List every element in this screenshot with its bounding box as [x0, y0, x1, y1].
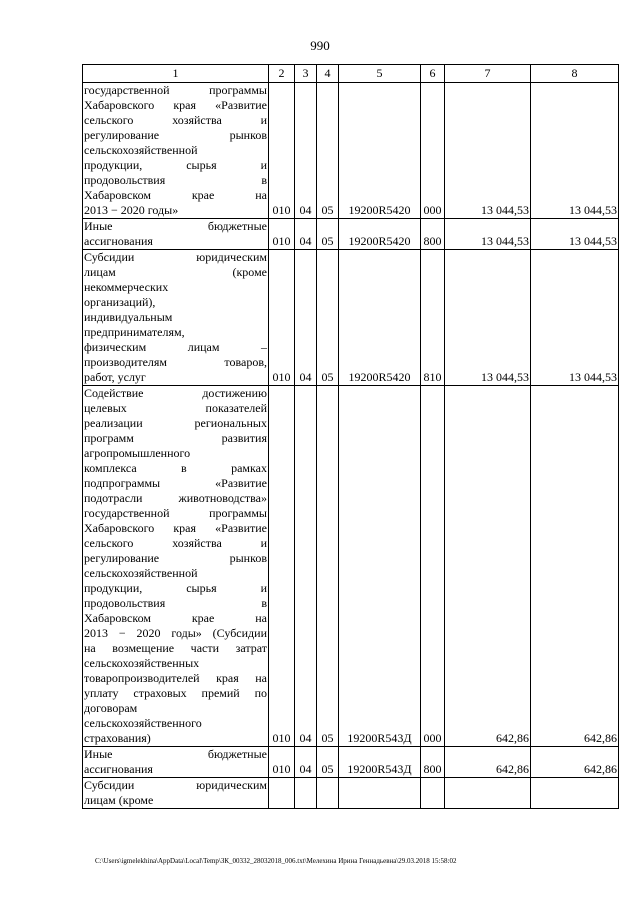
target-article-code: 19200R543Д	[339, 386, 421, 747]
column-header: 4	[317, 65, 339, 83]
row-description	[83, 778, 269, 809]
description-line: на возмещение части затрат	[84, 641, 267, 655]
description-line: индивидуальным	[84, 310, 173, 324]
description-line: уплату страховых премий по	[84, 686, 267, 700]
description-line: подотрасли животноводства»	[84, 491, 267, 505]
ministry-code: 010	[269, 386, 295, 747]
column-header: 5	[339, 65, 421, 83]
amount-column-8: 13 044,53	[531, 250, 619, 386]
description-line: Субсидии юридическим	[84, 250, 267, 264]
description-line: реализации региональных	[84, 416, 267, 430]
section-code	[295, 778, 317, 809]
subsection-code: 05	[317, 219, 339, 250]
subsection-code: 05	[317, 747, 339, 778]
expense-type-code	[421, 778, 445, 809]
target-article-code	[339, 778, 421, 809]
description-line: Хабаровском крае на	[84, 611, 267, 625]
ministry-code: 010	[269, 219, 295, 250]
amount-column-7: 13 044,53	[445, 250, 531, 386]
description-line: производителям товаров,	[84, 355, 267, 369]
description-line: продукции, сырья и	[84, 581, 267, 595]
section-code: 04	[295, 747, 317, 778]
section-code: 04	[295, 83, 317, 219]
amount-column-8: 13 044,53	[531, 219, 619, 250]
description-line: программ развития	[84, 431, 267, 445]
column-header: 1	[83, 65, 269, 83]
amount-column-8: 642,86	[531, 747, 619, 778]
description-line: товаропроизводителей края на	[84, 671, 267, 685]
expense-type-code: 810	[421, 250, 445, 386]
description-line: Иные бюджетные	[84, 219, 267, 233]
target-article-code: 19200R5420	[339, 250, 421, 386]
amount-column-7: 642,86	[445, 747, 531, 778]
section-code: 04	[295, 250, 317, 386]
column-header: 2	[269, 65, 295, 83]
description-line: сельскохозяйственных	[84, 656, 200, 670]
ministry-code	[269, 778, 295, 809]
subsection-code: 05	[317, 250, 339, 386]
row-description	[83, 83, 269, 219]
table-row	[83, 250, 619, 386]
expense-type-code: 000	[421, 83, 445, 219]
amount-column-8: 13 044,53	[531, 83, 619, 219]
page-number: 990	[310, 38, 330, 53]
column-header: 7	[445, 65, 531, 83]
amount-column-7: 13 044,53	[445, 83, 531, 219]
description-line: предпринимателям,	[84, 325, 185, 339]
amount-column-8: 642,86	[531, 386, 619, 747]
description-line: страхования)	[84, 731, 151, 745]
amount-column-7: 13 044,53	[445, 219, 531, 250]
target-article-code: 19200R543Д	[339, 747, 421, 778]
description-line: продовольствия в	[84, 596, 267, 610]
amount-column-7	[445, 778, 531, 809]
description-line: лицам (кроме	[84, 793, 154, 807]
ministry-code: 010	[269, 250, 295, 386]
row-description	[83, 219, 269, 250]
row-description	[83, 386, 269, 747]
description-line: продовольствия в	[84, 173, 267, 187]
description-line: сельскохозяйственной	[84, 566, 198, 580]
description-line: государственной программы	[84, 506, 267, 520]
section-code: 04	[295, 386, 317, 747]
section-code: 04	[295, 219, 317, 250]
column-header: 8	[531, 65, 619, 83]
subsection-code: 05	[317, 83, 339, 219]
description-line: организаций),	[84, 295, 156, 309]
expense-type-code: 000	[421, 386, 445, 747]
description-line: продукции, сырья и	[84, 158, 267, 172]
description-line: Субсидии юридическим	[84, 778, 267, 792]
table-row	[83, 219, 619, 250]
expense-type-code: 800	[421, 747, 445, 778]
description-line: целевых показателей	[84, 401, 267, 415]
description-line: Содействие достижению	[84, 386, 267, 400]
amount-column-8	[531, 778, 619, 809]
description-line: 2013 − 2020 годы»	[84, 203, 179, 217]
description-line: подпрограммы «Развитие	[84, 476, 267, 490]
description-line: Иные бюджетные	[84, 747, 267, 761]
target-article-code: 19200R5420	[339, 219, 421, 250]
description-line: Хабаровском крае на	[84, 188, 267, 202]
subsection-code: 05	[317, 386, 339, 747]
target-article-code: 19200R5420	[339, 83, 421, 219]
table-body	[83, 83, 619, 809]
column-header: 3	[295, 65, 317, 83]
table-row	[83, 747, 619, 778]
description-line: некоммерческих	[84, 280, 169, 294]
description-line: сельскохозяйственного	[84, 716, 202, 730]
ministry-code: 010	[269, 747, 295, 778]
description-line: ассигнования	[84, 234, 153, 248]
description-line: Хабаровского края «Развитие	[84, 98, 267, 112]
row-description	[83, 250, 269, 386]
description-line: физическим лицам –	[84, 340, 267, 354]
table-row	[83, 386, 619, 747]
description-line: регулирование рынков	[84, 551, 267, 565]
expense-type-code: 800	[421, 219, 445, 250]
description-line: ассигнования	[84, 762, 153, 776]
description-line: Хабаровского края «Развитие	[84, 521, 267, 535]
table-row	[83, 778, 619, 809]
description-line: 2013 − 2020 годы» (Субсидии	[84, 626, 267, 640]
amount-column-7: 642,86	[445, 386, 531, 747]
description-line: регулирование рынков	[84, 128, 267, 142]
row-description	[83, 747, 269, 778]
description-line: сельскохозяйственной	[84, 143, 198, 157]
subsection-code	[317, 778, 339, 809]
table-row	[83, 83, 619, 219]
description-line: сельского хозяйства и	[84, 113, 267, 127]
description-line: государственной программы	[84, 83, 267, 97]
ministry-code: 010	[269, 83, 295, 219]
budget-table	[82, 64, 619, 809]
description-line: договорам	[84, 701, 138, 715]
column-header: 6	[421, 65, 445, 83]
description-line: сельского хозяйства и	[84, 536, 267, 550]
description-line: лицам (кроме	[84, 265, 267, 279]
table-header-row	[83, 65, 619, 83]
description-line: агропромышленного	[84, 446, 191, 460]
description-line: работ, услуг	[84, 370, 146, 384]
file-path-footer: C:\Users\igmelekhina\AppData\Local\Temp\ЗК_00332_28032018_006.txt\Мелехина Ирина Геннадьевна\29.03.2018 15:58:02	[95, 857, 457, 865]
description-line: комплекса в рамках	[84, 461, 267, 475]
